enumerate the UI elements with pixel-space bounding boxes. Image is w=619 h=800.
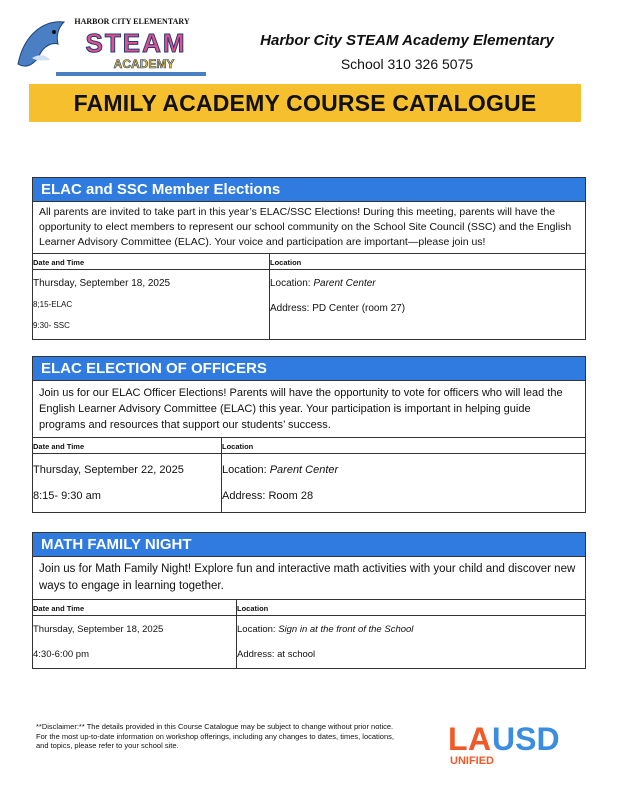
lausd-letter-l: L (448, 721, 468, 757)
date-header: Date and Time (33, 604, 85, 613)
location-label: Location: (270, 278, 314, 289)
school-logo (14, 14, 214, 82)
section-description: All parents are invited to take part in this year’s ELAC/SSC Elections! During this meeting, parents will have the opportunity to elect members to represent our school community on the School Site Council (SSC) and the English Learner Advisory Committee (ELAC). Your voice and participation are important—please join us! (39, 206, 572, 248)
banner-title: FAMILY ACADEMY COURSE CATALOGUE (73, 89, 537, 116)
event-address: Address: at school (237, 649, 316, 660)
location-value: Parent Center (313, 278, 376, 289)
location-cell (236, 616, 585, 668)
event-date: Thursday, September 18, 2025 (33, 624, 164, 635)
date-time-cell (33, 270, 269, 339)
event-date: Thursday, September 22, 2025 (33, 464, 184, 476)
dolphin-logo-icon (14, 14, 214, 82)
lausd-logo (446, 720, 586, 768)
date-time-cell (33, 616, 236, 668)
lausd-letter-a: A (468, 721, 492, 757)
event-address: Address: PD Center (room 27) (270, 303, 406, 314)
details-table-row (33, 269, 585, 339)
lausd-unified: UNIFIED (450, 755, 494, 767)
section-title: ELAC and SSC Member Elections (33, 178, 585, 202)
date-time-cell (33, 454, 221, 512)
location-header: Location (221, 438, 585, 453)
date-header: Date and Time (33, 442, 85, 451)
section-description: Join us for Math Family Night! Explore fun and interactive math activities with your child and discover new ways to engage in learning together. (39, 563, 576, 592)
disclaimer: **Disclaimer:** The details provided in this Course Catalogue may be subject to change without prior notice. For the most up-to-date information on workshop offerings, including any changes to dates, times, locations, and topics, please refer to your school site. (36, 722, 394, 750)
details-table-header (33, 599, 585, 615)
event-location (237, 622, 585, 637)
catalogue-banner (29, 84, 581, 122)
logo-top-text: HARBOR CITY ELEMENTARY (74, 17, 190, 26)
event-location (222, 461, 585, 479)
lausd-logo-icon (446, 720, 586, 768)
location-cell (221, 454, 585, 512)
event-time-ssc: 9:30- SSC (33, 321, 70, 330)
event-time: 8:15- 9:30 am (33, 490, 101, 502)
logo-sub-text: ACADEMY (113, 57, 175, 71)
section-elac-officers (32, 356, 586, 513)
section-title: ELAC ELECTION OF OFFICERS (33, 357, 585, 381)
location-label: Location: (237, 624, 279, 635)
location-value: Sign in at the front of the School (278, 624, 414, 635)
section-title: MATH FAMILY NIGHT (33, 533, 585, 557)
location-cell (269, 270, 585, 339)
section-elac-ssc-elections (32, 177, 586, 340)
event-time: 4:30-6:00 pm (33, 649, 89, 660)
event-time-elac: 8;15-ELAC (33, 300, 73, 309)
location-label: Location: (222, 464, 270, 476)
location-header: Location (269, 254, 585, 269)
logo-main-text: STEAM (85, 28, 187, 58)
event-location (270, 276, 585, 291)
details-table-header (33, 253, 585, 269)
event-address: Address: Room 28 (222, 490, 314, 502)
date-header: Date and Time (33, 258, 85, 267)
school-phone: School 310 326 5075 (340, 56, 474, 72)
location-header: Location (236, 600, 585, 615)
lausd-letters-usd: USD (492, 721, 560, 757)
details-table-row (33, 615, 585, 668)
details-table-header (33, 437, 585, 453)
details-table-row (33, 453, 585, 512)
section-description: Join us for our ELAC Officer Elections! Parents will have the opportunity to vote for officers who will lead the English Learner Advisory Committee (ELAC) this year. Your participation is important in helping guide programs and resources that support our students’ success. (39, 387, 563, 431)
section-math-family-night (32, 532, 586, 669)
event-date: Thursday, September 18, 2025 (33, 278, 171, 289)
location-value: Parent Center (269, 464, 339, 476)
school-name: Harbor City STEAM Academy Elementary (260, 32, 554, 49)
